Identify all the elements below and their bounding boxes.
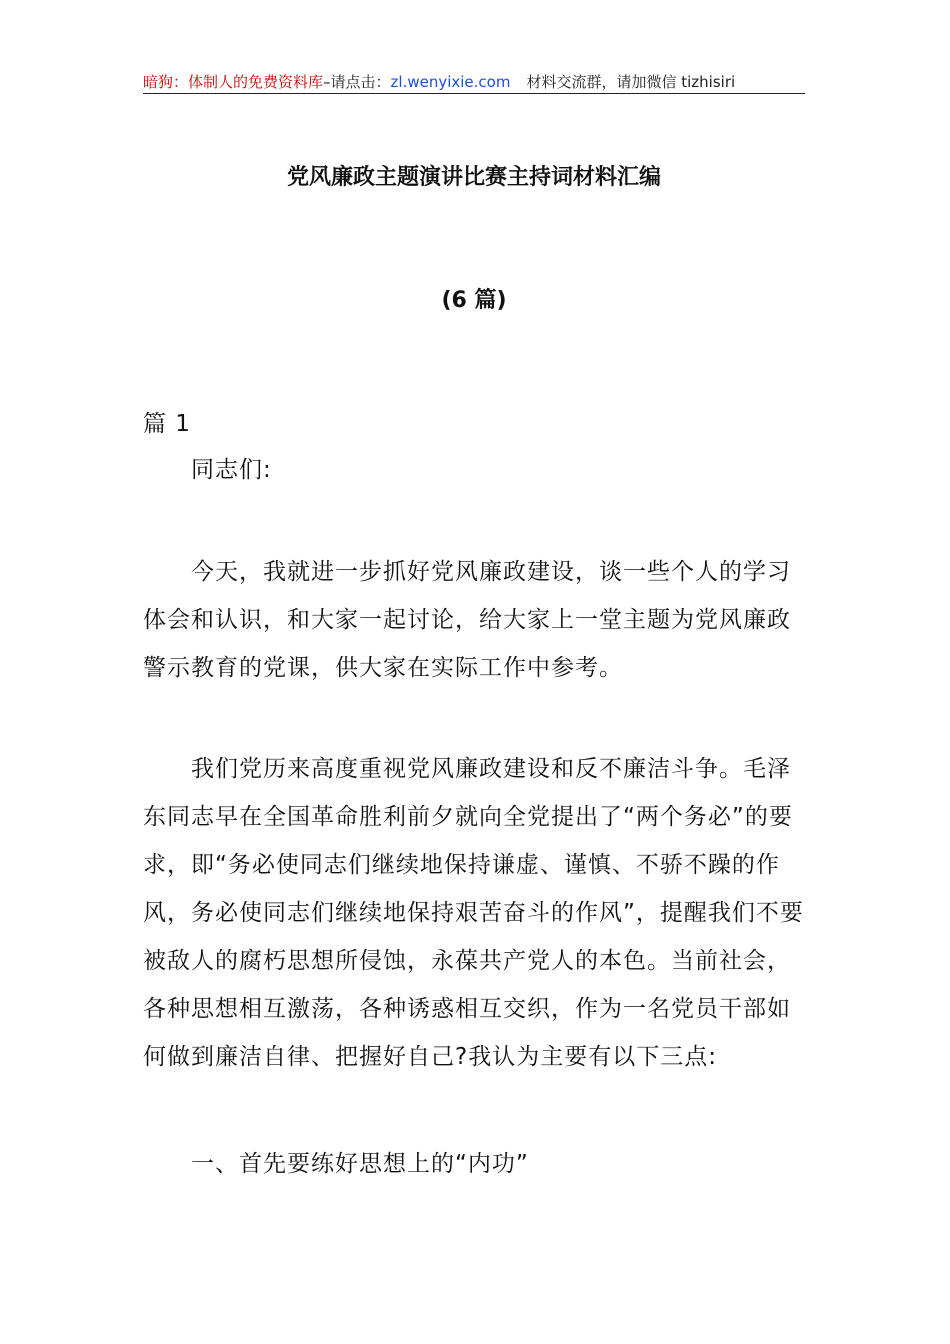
header-brand: 暗狗：体制人的免费资料库 bbox=[143, 73, 324, 91]
header-click-prompt: –请点击： bbox=[323, 73, 391, 91]
header-link[interactable]: zl.wenyixie.com bbox=[390, 73, 511, 91]
document-title: 党风廉政主题演讲比赛主持词材料汇编 bbox=[286, 165, 661, 190]
salutation: 同志们: bbox=[191, 457, 272, 483]
page-header bbox=[143, 70, 805, 94]
section-label: 篇 1 bbox=[143, 411, 191, 437]
section-heading: 一、首先要练好思想上的“内功” bbox=[191, 1151, 529, 1177]
header-divider bbox=[143, 93, 805, 94]
paragraph: 今天，我就进一步抓好党风廉政建设，谈一些个人的学习体会和认识，和大家一起讨论，给大家上一堂主题为党风廉政警示教育的党课，供大家在实际工作中参考。 bbox=[143, 559, 791, 681]
document-subtitle: (6 篇) bbox=[441, 288, 507, 313]
paragraph: 我们党历来高度重视党风廉政建设和反不廉洁斗争。毛泽东同志早在全国革命胜利前夕就向全党提出了“两个务必”的要求，即“务必使同志们继续地保持谦虚、谨慎、不骄不躁的作风，务必使同志们继续地保持艰苦奋斗的作风”，提醒我们不要被敌人的腐朽思想所侵蚀，永葆共产党人的本色。当前社会，各种思想相互激荡，各种诱惑相互交织，作为一名党员干部如何做到廉洁自律、把握好自己?我认为主要有以下三点: bbox=[143, 756, 804, 1070]
header-contact: 材料交流群，请加微信 tizhisiri bbox=[526, 73, 736, 91]
